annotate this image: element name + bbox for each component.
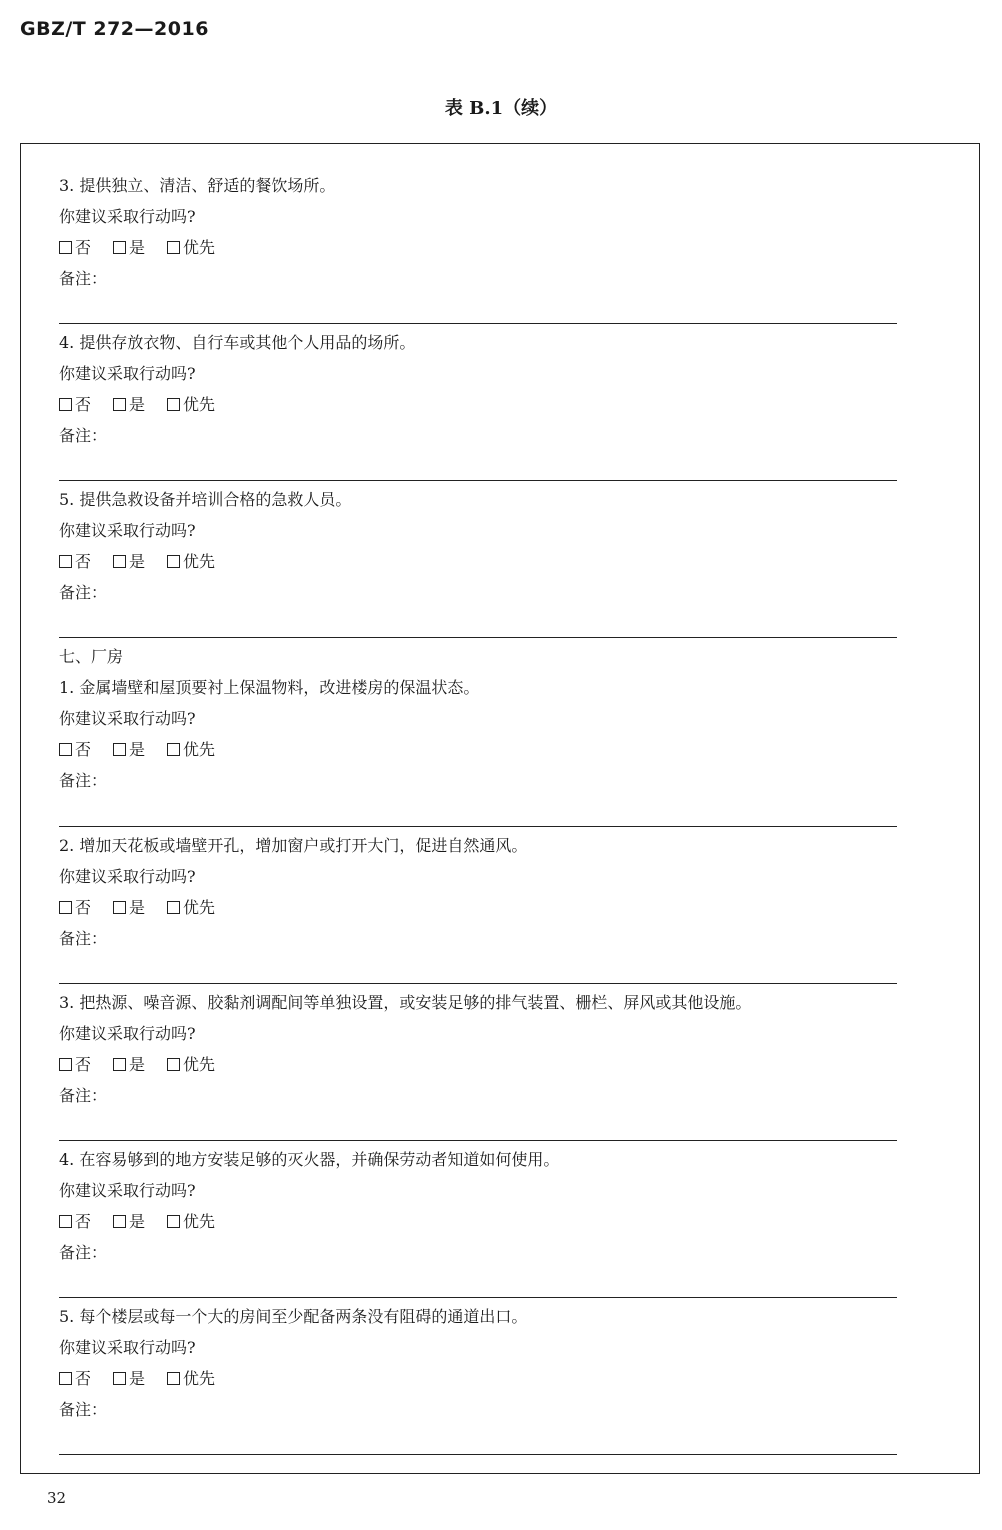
option-no[interactable] — [59, 232, 91, 263]
checkbox-icon[interactable] — [59, 743, 72, 756]
option-priority[interactable] — [167, 1206, 215, 1237]
item-remark: 备注： — [59, 1243, 108, 1262]
option-label: 是 — [129, 898, 146, 917]
checkbox-icon[interactable] — [59, 1372, 72, 1385]
option-no[interactable] — [59, 734, 91, 765]
checkbox-icon[interactable] — [113, 901, 126, 914]
checkbox-icon[interactable] — [113, 1058, 126, 1071]
option-label: 否 — [75, 1369, 92, 1388]
item-title: 1. 金属墙壁和屋顶要衬上保温物料，改进楼房的保温状态。 — [59, 678, 480, 697]
table-caption: 表 B.1（续） — [444, 98, 558, 119]
item-remark: 备注： — [59, 426, 108, 445]
option-yes[interactable] — [113, 892, 145, 923]
checkbox-icon[interactable] — [113, 555, 126, 568]
option-label: 优先 — [183, 898, 216, 917]
option-label: 否 — [75, 1055, 92, 1074]
item-question: 你建议采取行动吗? — [59, 521, 196, 540]
checkbox-icon[interactable] — [167, 901, 180, 914]
checkbox-icon[interactable] — [59, 555, 72, 568]
item-title: 2. 增加天花板或墙壁开孔，增加窗户或打开大门，促进自然通风。 — [59, 836, 528, 855]
checkbox-icon[interactable] — [113, 1215, 126, 1228]
item-question: 你建议采取行动吗? — [59, 1024, 196, 1043]
standard-code: GBZ/T 272—2016 — [20, 18, 209, 40]
table-frame — [20, 143, 980, 1474]
option-group — [59, 1363, 897, 1394]
option-priority[interactable] — [167, 892, 215, 923]
option-priority[interactable] — [167, 232, 215, 263]
item-title: 3. 提供独立、清洁、舒适的餐饮场所。 — [59, 176, 336, 195]
option-no[interactable] — [59, 1206, 91, 1237]
option-no[interactable] — [59, 389, 91, 420]
option-group — [59, 389, 897, 420]
checkbox-icon[interactable] — [167, 743, 180, 756]
option-label: 优先 — [183, 1369, 216, 1388]
checklist-item — [59, 1301, 897, 1455]
option-no[interactable] — [59, 1049, 91, 1080]
option-label: 否 — [75, 898, 92, 917]
item-title: 4. 在容易够到的地方安装足够的灭火器，并确保劳动者知道如何使用。 — [59, 1150, 560, 1169]
option-label: 是 — [129, 238, 146, 257]
checkbox-icon[interactable] — [59, 1215, 72, 1228]
item-remark: 备注： — [59, 1400, 108, 1419]
option-yes[interactable] — [113, 734, 145, 765]
checkbox-icon[interactable] — [167, 1058, 180, 1071]
option-label: 优先 — [183, 740, 216, 759]
option-label: 优先 — [183, 395, 216, 414]
item-remark: 备注： — [59, 269, 108, 288]
section-heading: 七、厂房 — [59, 647, 124, 666]
checklist-item — [59, 170, 897, 324]
checkbox-icon[interactable] — [59, 398, 72, 411]
item-title: 5. 每个楼层或每一个大的房间至少配备两条没有阻碍的通道出口。 — [59, 1307, 528, 1326]
checklist-item — [59, 484, 897, 638]
item-remark: 备注： — [59, 583, 108, 602]
page-number: 32 — [47, 1489, 67, 1507]
option-yes[interactable] — [113, 1363, 145, 1394]
option-label: 否 — [75, 1212, 92, 1231]
option-label: 否 — [75, 740, 92, 759]
checkbox-icon[interactable] — [113, 743, 126, 756]
option-no[interactable] — [59, 546, 91, 577]
checkbox-icon[interactable] — [167, 555, 180, 568]
option-label: 是 — [129, 552, 146, 571]
checkbox-icon[interactable] — [167, 241, 180, 254]
checkbox-icon[interactable] — [113, 241, 126, 254]
item-remark: 备注： — [59, 1086, 108, 1105]
option-priority[interactable] — [167, 1049, 215, 1080]
item-title: 5. 提供急救设备并培训合格的急救人员。 — [59, 490, 352, 509]
checkbox-icon[interactable] — [167, 1215, 180, 1228]
option-label: 是 — [129, 1212, 146, 1231]
option-priority[interactable] — [167, 734, 215, 765]
checkbox-icon[interactable] — [167, 1372, 180, 1385]
checklist-item — [59, 327, 897, 481]
option-group — [59, 734, 897, 765]
item-question: 你建议采取行动吗? — [59, 1181, 196, 1200]
option-label: 否 — [75, 238, 92, 257]
checkbox-icon[interactable] — [113, 1372, 126, 1385]
item-title: 3. 把热源、噪音源、胶黏剂调配间等单独设置，或安装足够的排气装置、栅栏、屏风或其他设施。 — [59, 993, 752, 1012]
option-label: 是 — [129, 1055, 146, 1074]
option-label: 是 — [129, 1369, 146, 1388]
item-remark: 备注： — [59, 771, 108, 790]
option-no[interactable] — [59, 892, 91, 923]
checklist-items — [59, 170, 897, 1455]
item-question: 你建议采取行动吗? — [59, 364, 196, 383]
option-priority[interactable] — [167, 1363, 215, 1394]
item-question: 你建议采取行动吗? — [59, 207, 196, 226]
option-priority[interactable] — [167, 546, 215, 577]
option-no[interactable] — [59, 1363, 91, 1394]
checkbox-icon[interactable] — [113, 398, 126, 411]
option-yes[interactable] — [113, 232, 145, 263]
checklist-item — [59, 641, 897, 827]
option-priority[interactable] — [167, 389, 215, 420]
option-label: 优先 — [183, 552, 216, 571]
checkbox-icon[interactable] — [167, 398, 180, 411]
option-yes[interactable] — [113, 1206, 145, 1237]
option-group — [59, 892, 897, 923]
option-label: 优先 — [183, 1212, 216, 1231]
option-yes[interactable] — [113, 389, 145, 420]
item-remark: 备注： — [59, 929, 108, 948]
checklist-item — [59, 1144, 897, 1298]
item-question: 你建议采取行动吗? — [59, 867, 196, 886]
checklist-item — [59, 830, 897, 984]
option-label: 优先 — [183, 1055, 216, 1074]
item-title: 4. 提供存放衣物、自行车或其他个人用品的场所。 — [59, 333, 416, 352]
option-label: 是 — [129, 740, 146, 759]
option-label: 是 — [129, 395, 146, 414]
checkbox-icon[interactable] — [59, 1058, 72, 1071]
item-question: 你建议采取行动吗? — [59, 1338, 196, 1357]
checkbox-icon[interactable] — [59, 901, 72, 914]
option-label: 否 — [75, 552, 92, 571]
option-label: 否 — [75, 395, 92, 414]
option-group — [59, 546, 897, 577]
option-label: 优先 — [183, 238, 216, 257]
item-question: 你建议采取行动吗? — [59, 709, 196, 728]
option-yes[interactable] — [113, 1049, 145, 1080]
checkbox-icon[interactable] — [59, 241, 72, 254]
option-yes[interactable] — [113, 546, 145, 577]
option-group — [59, 1206, 897, 1237]
option-group — [59, 232, 897, 263]
option-group — [59, 1049, 897, 1080]
checklist-item — [59, 987, 897, 1141]
